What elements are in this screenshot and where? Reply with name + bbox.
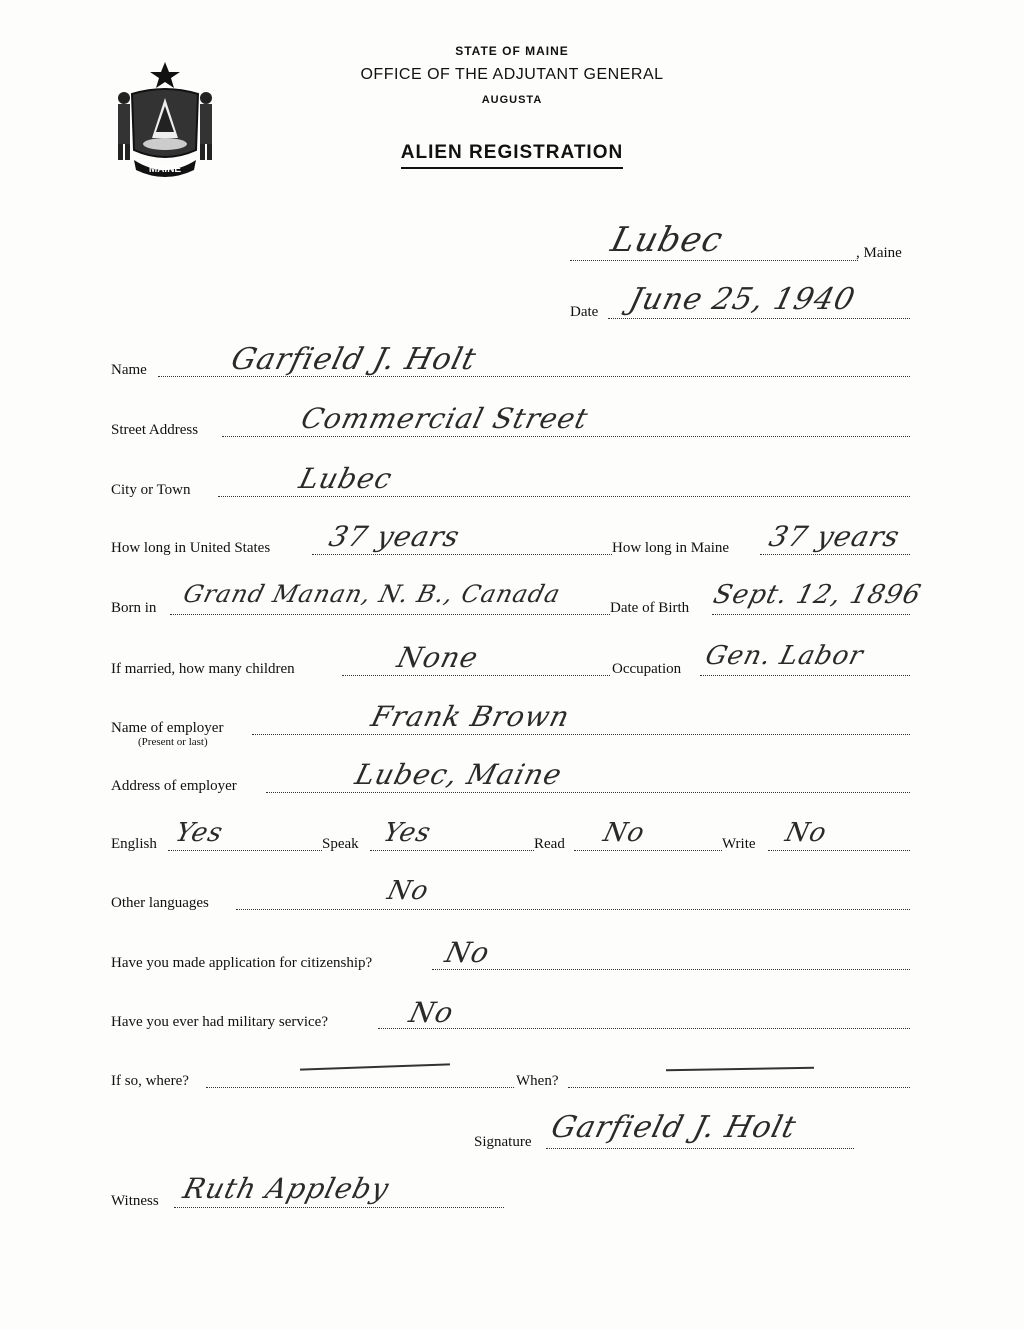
other-languages-value[interactable]: No (384, 876, 433, 906)
where-blank-mark (300, 1063, 450, 1070)
name-value[interactable]: Garfield J. Holt (227, 342, 480, 377)
signature-value[interactable]: Garfield J. Holt (547, 1110, 800, 1145)
label-english: English (111, 836, 157, 852)
occupation-value[interactable]: Gen. Labor (702, 641, 867, 671)
military-value[interactable]: No (405, 996, 458, 1029)
label-write: Write (722, 836, 756, 852)
label-city: City or Town (111, 482, 191, 498)
label-occupation: Occupation (612, 661, 682, 677)
label-date: Date (570, 304, 599, 320)
employer-value[interactable]: Frank Brown (367, 700, 574, 733)
speak-value[interactable]: Yes (380, 818, 435, 848)
label-military: Have you ever had military service? (111, 1014, 328, 1030)
label-street: Street Address (111, 422, 199, 438)
date-value[interactable]: June 25, 1940 (625, 282, 859, 317)
label-witness: Witness (111, 1193, 159, 1209)
city-value[interactable]: Lubec (295, 462, 396, 495)
town-value[interactable]: Lubec (607, 220, 728, 260)
label-speak: Speak (322, 836, 359, 852)
us-long-value[interactable]: 37 years (325, 520, 464, 553)
label-born-in: Born in (111, 600, 157, 616)
form-title: ALIEN REGISTRATION (0, 142, 1024, 164)
label-employer-address: Address of employer (111, 778, 237, 794)
dob-value[interactable]: Sept. 12, 1896 (710, 580, 925, 610)
label-other-languages: Other languages (111, 895, 209, 911)
witness-value[interactable]: Ruth Appleby (179, 1172, 393, 1205)
label-read: Read (534, 836, 565, 852)
when-blank-mark (666, 1067, 814, 1072)
maine-state-seal-icon (112, 58, 218, 180)
citizenship-value[interactable]: No (441, 936, 494, 969)
svg-text:MAINE: MAINE (148, 164, 182, 175)
label-where: If so, where? (111, 1073, 189, 1089)
label-us-long: How long in United States (111, 540, 271, 556)
english-value[interactable]: Yes (172, 818, 227, 848)
label-children: If married, how many children (111, 661, 295, 677)
label-citizenship: Have you made application for citizenship? (111, 955, 373, 971)
label-signature: Signature (474, 1134, 532, 1150)
label-maine-long: How long in Maine (612, 540, 730, 556)
born-in-value[interactable]: Grand Manan, N. B., Canada (180, 580, 564, 608)
header-city: AUGUSTA (481, 94, 543, 106)
label-employer: Name of employer (111, 720, 224, 736)
label-name: Name (111, 362, 147, 378)
header-state: STATE OF MAINE (455, 44, 569, 58)
street-value[interactable]: Commercial Street (297, 402, 592, 435)
label-employer-note: (Present or last) (138, 736, 208, 748)
read-value[interactable]: No (600, 818, 649, 848)
header-office: OFFICE OF THE ADJUTANT GENERAL (360, 66, 664, 83)
maine-long-value[interactable]: 37 years (765, 520, 904, 553)
town-line (570, 260, 858, 261)
label-dob: Date of Birth (610, 600, 690, 616)
children-value[interactable]: None (393, 641, 483, 674)
write-value[interactable]: No (782, 818, 831, 848)
label-when: When? (516, 1073, 559, 1089)
label-maine: , Maine (856, 245, 902, 261)
employer-address-value[interactable]: Lubec, Maine (351, 758, 566, 791)
